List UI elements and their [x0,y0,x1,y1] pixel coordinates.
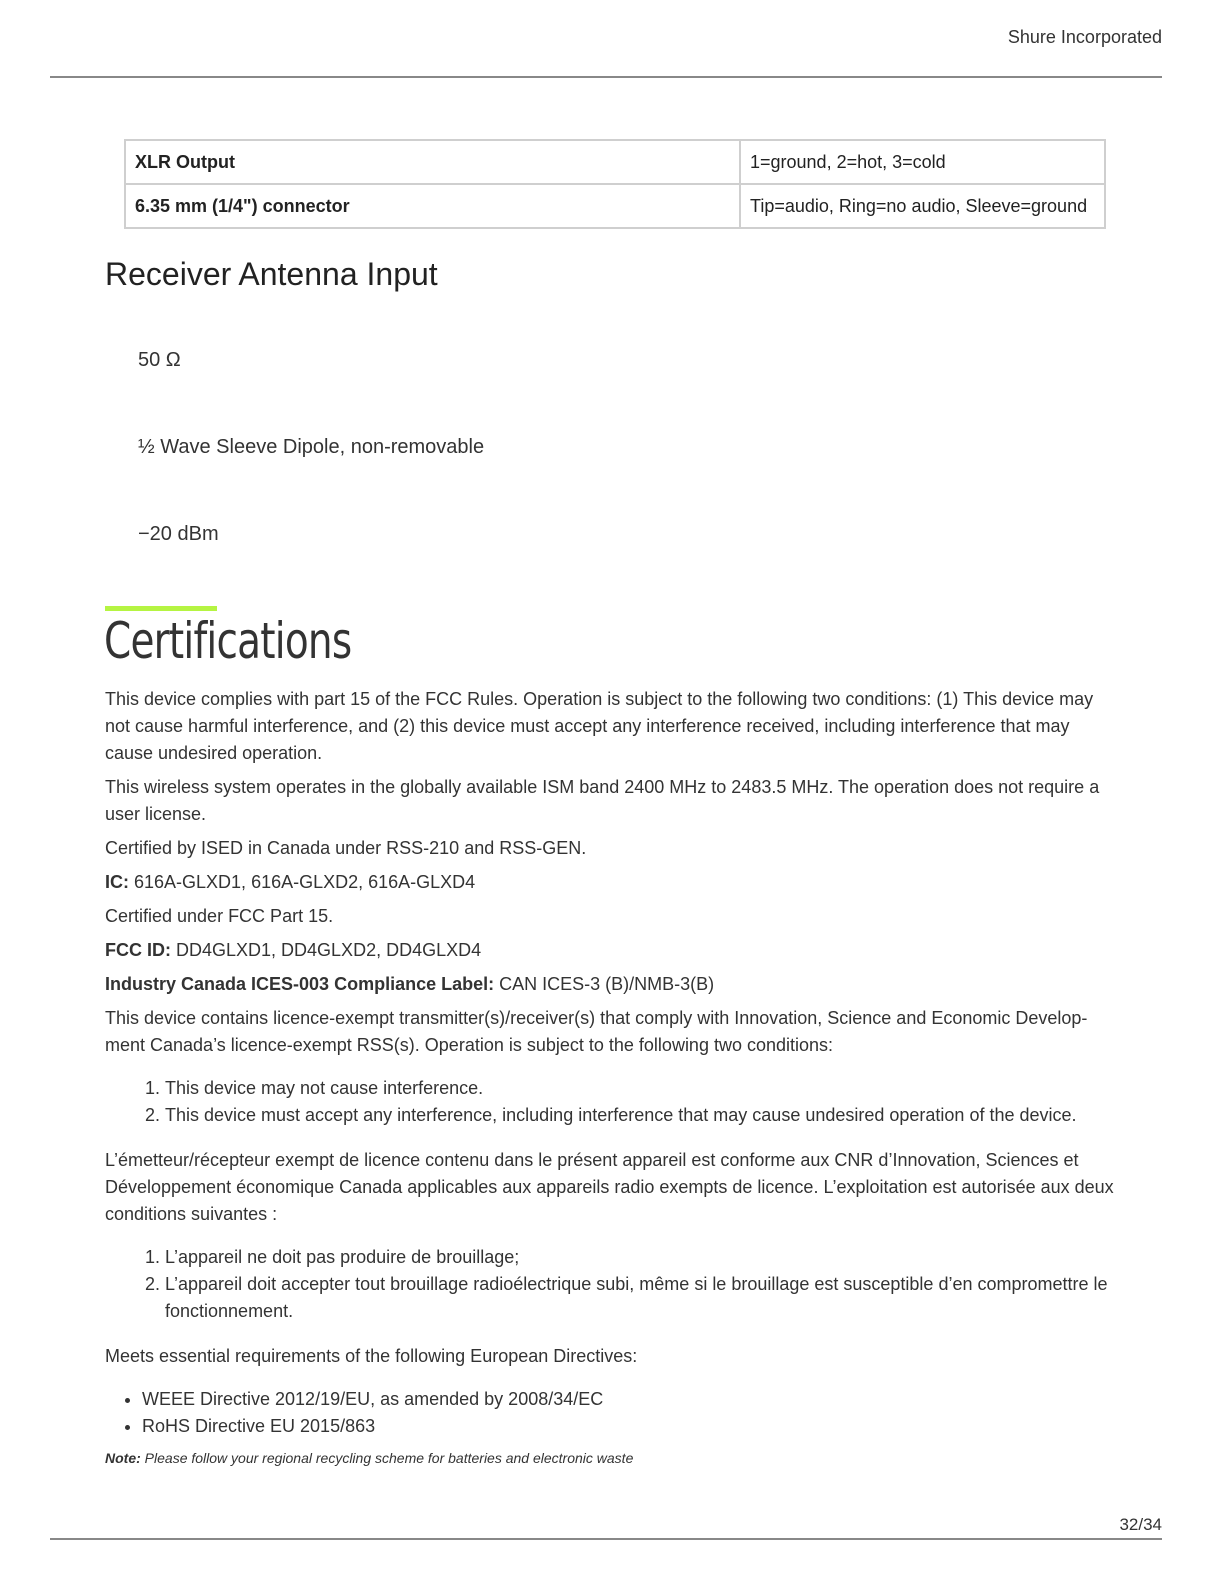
table-cell-value: 1=ground, 2=hot, 3=cold [740,140,1105,184]
french-conditions-list [105,1244,1115,1325]
antenna-type: ½ Wave Sleeve Dipole, non-removable [138,436,485,458]
ices-line [105,971,1115,998]
header-divider [50,76,1162,78]
antenna-heading: Receiver Antenna Input [105,256,438,292]
table-cell-label: 6.35 mm (1/4") connector [125,184,740,228]
list-item: 1. L’appareil ne doit pas produire de brouillage; [165,1244,1115,1271]
table-cell-label: XLR Output [125,140,740,184]
connector-table [124,139,1106,229]
antenna-impedance: 50 Ω [138,349,181,371]
list-item: 2. L’appareil doit accepter tout brouillage radioélectrique subi, même si le brouillage est susceptible d’en compromettre le fonctionnement. [165,1271,1115,1325]
fcc-id-value: DD4GLXD1, DD4GLXD2, DD4GLXD4 [171,940,482,960]
note-text: Please follow your regional recycling scheme for batteries and electronic waste [140,1450,634,1466]
ic-label: IC: [105,872,129,892]
fcc-id-line [105,937,1115,964]
table-row [125,184,1105,228]
antenna-max-input: −20 dBm [138,523,219,545]
ic-line [105,869,1115,896]
certifications-body [105,686,1115,1475]
fcc-part15-paragraph: Certified under FCC Part 15. [105,906,334,926]
section-accent-bar [105,606,217,611]
note-label: Note: [105,1450,141,1466]
footer-divider [50,1538,1162,1540]
eu-directives-list [105,1386,1115,1440]
table-cell-value: Tip=audio, Ring=no audio, Sleeve=ground [740,184,1105,228]
fcc-compliance-paragraph: This device complies with part 15 of the FCC Rules. Operation is subject to the following two conditions: (1) This device may not cause harmful interference, and (2) this device must accept any interference received, including interference that may cause undesired operation. [105,689,1094,763]
list-item: • WEEE Directive 2012/19/EU, as amended by 2008/34/EC [142,1386,1115,1413]
ices-label: Industry Canada ICES-003 Compliance Label: [105,974,495,994]
list-item: • RoHS Directive EU 2015/863 [142,1413,1115,1440]
english-conditions-list [105,1075,1115,1129]
eu-directives-paragraph: Meets essential requirements of the following European Directives: [105,1346,638,1366]
list-item: 1. This device may not cause interference. [165,1075,1115,1102]
licence-exempt-paragraph: This device contains licence-exempt transmitter(s)/receiver(s) that comply with Innovation, Science and Economic Develop-ment Canada’s licence-exempt RSS(s). Operation is subject to the following two conditions: [105,1008,1088,1055]
certifications-heading: Certifications [104,612,352,670]
ic-value: 616A-GLXD1, 616A-GLXD2, 616A-GLXD4 [129,872,476,892]
recycling-note [105,1448,1115,1468]
fcc-id-label: FCC ID: [105,940,171,960]
list-item: 2. This device must accept any interference, including interference that may cause undesired operation of the device. [165,1102,1115,1129]
ices-value: CAN ICES-3 (B)/NMB-3(B) [494,974,715,994]
french-paragraph: L’émetteur/récepteur exempt de licence contenu dans le présent appareil est conforme aux CNR d’Innovation, Sciences et Développement économique Canada applicables aux appareils radio exempts de licence. L’exploitation est autorisée aux deux conditions suivantes : [105,1150,1114,1224]
company-name: Shure Incorporated [1007,27,1162,47]
table-row [125,140,1105,184]
ism-band-paragraph: This wireless system operates in the globally available ISM band 2400 MHz to 2483.5 MHz. The operation does not require a user license. [105,777,1100,824]
ised-paragraph: Certified by ISED in Canada under RSS-210 and RSS-GEN. [105,838,587,858]
page-number: 32/34 [1119,1515,1162,1534]
